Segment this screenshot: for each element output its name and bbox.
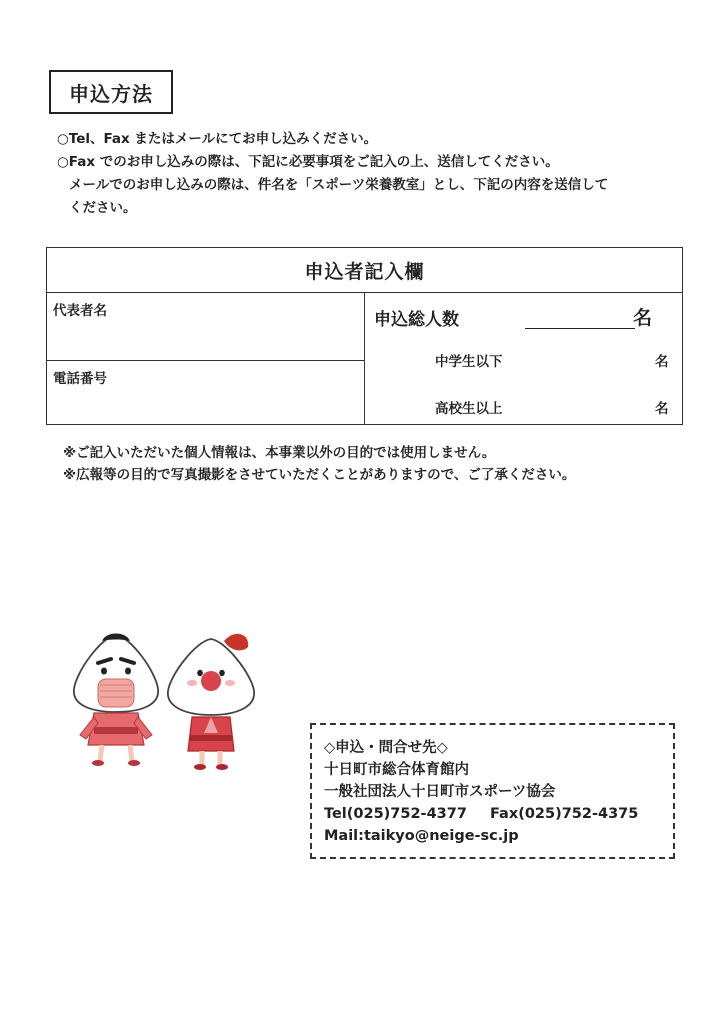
representative-field[interactable]: [47, 293, 365, 361]
application-form: [46, 247, 683, 425]
contact-tel: Tel(025)752-4377: [324, 806, 467, 822]
contact-venue: 十日町市総合体育館内: [324, 762, 469, 778]
representative-label: 代表者名: [53, 303, 107, 319]
onigiri-mascot-left: [74, 634, 158, 767]
contact-box: [310, 723, 675, 859]
contact-organization: 一般社団法人十日町市スポーツ協会: [324, 784, 556, 800]
total-label: 申込総人数: [374, 310, 459, 330]
form-title: 申込者記入欄: [47, 248, 682, 293]
photo-note: ※広報等の目的で写真撮影をさせていただくことがありますので、ご了承ください。: [63, 467, 576, 483]
instruction-line: ○Tel、Fax またはメールにてお申し込みください。: [57, 131, 378, 147]
instruction-line: メールでのお申し込みの際は、件名を「スポーツ栄養教室」とし、下記の内容を送信して: [69, 177, 609, 193]
section-title: 申込方法: [49, 70, 173, 114]
privacy-note: ※ご記入いただいた個人情報は、本事業以外の目的では使用しません。: [63, 445, 496, 461]
total-unit: 名: [633, 307, 653, 329]
total-participants-field[interactable]: [365, 293, 683, 425]
phone-field[interactable]: [47, 361, 365, 425]
contact-fax: Fax(025)752-4375: [490, 806, 639, 822]
contact-phone-fax: [324, 803, 673, 825]
junior-label: 中学生以下: [435, 354, 503, 370]
junior-unit: 名: [655, 354, 669, 370]
onigiri-mascot-right: [168, 634, 254, 770]
instruction-line: ○Fax でのお申し込みの際は、下記に必要事項をご記入の上、送信してください。: [57, 154, 559, 170]
phone-label: 電話番号: [53, 371, 107, 387]
instructions: [57, 128, 697, 220]
onigiri-mascots-illustration: [66, 627, 266, 772]
senior-label: 高校生以上: [435, 401, 503, 417]
instruction-line: ください。: [69, 200, 137, 216]
contact-heading: ◇申込・問合せ先◇: [324, 740, 448, 756]
senior-unit: 名: [655, 401, 669, 417]
notes: [63, 442, 693, 486]
contact-mail[interactable]: Mail:taikyo@neige-sc.jp: [324, 828, 519, 844]
total-underline: [525, 328, 635, 329]
